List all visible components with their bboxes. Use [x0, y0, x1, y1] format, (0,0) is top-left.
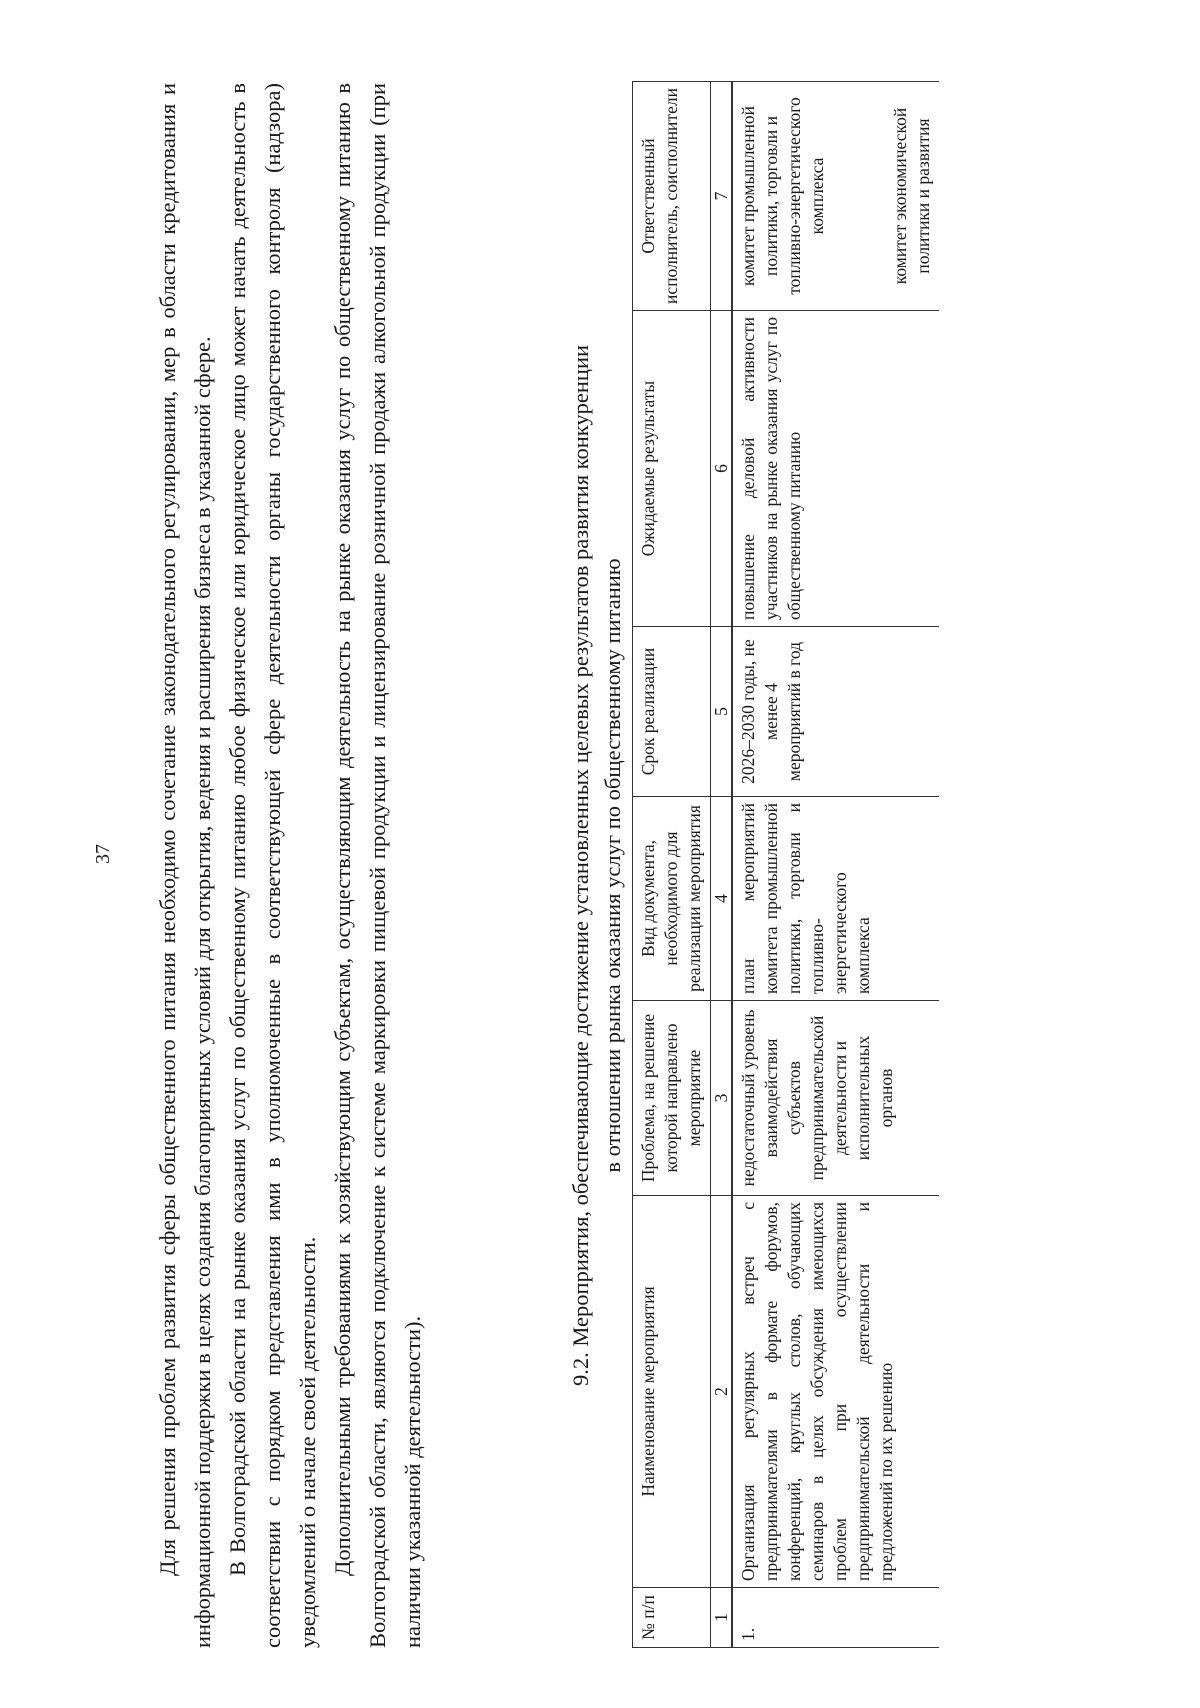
- paragraph: В Волгоградской области на рынке оказания услуг по общественному питанию любое физическое или юридическое лицо может начать деятельность в соответствии с порядком представления ими в уполномоченные в соответствующей сфере деятельности органы государственного контроля (надзора) уведомлений о начале своей деятельности.: [225, 83, 320, 1648]
- section-title-line: 9.2. Мероприятия, обеспечивающие достижение установленных целевых результатов развития конкуренции: [568, 344, 593, 1387]
- body-text: [150, 83, 430, 1648]
- measure-result: повышение деловой активности участников на рынке оказания услуг по общественному питанию: [732, 311, 939, 627]
- header-cell: Наименование мероприятия: [633, 1196, 711, 1588]
- paragraph: Дополнительными требованиями к хозяйствующим субъектам, осуществляющим деятельность на рынке оказания услуг по общественному питанию в Волгоградской области, являются подключение к системе маркировки пищевой продукции и лицензирование розничной продажи алкогольной продукции (при наличии указанной деятельности).: [330, 83, 425, 1648]
- header-cell: Ожидаемые результаты: [633, 311, 711, 627]
- column-number: 6: [711, 311, 733, 627]
- section-title: [565, 83, 629, 1648]
- header-cell: Ответственный исполнитель, соисполнители: [633, 82, 711, 311]
- paragraph: Для решения проблем развития сферы общественного питания необходимо сочетание законодательного регулировании, мер в области кредитования и информационной поддержки в целях создания благоприятных условий для открытия, ведения и расширения бизнеса в указанной сфере.: [155, 83, 215, 1648]
- header-cell: Проблема, на решение которой направлено мероприятие: [633, 1001, 711, 1196]
- column-number: 5: [711, 627, 733, 797]
- page-number: 37: [92, 844, 114, 864]
- measure-problem: недостаточный уровень взаимодействия субъектов предпринимательской деятельности и исполнительных органов: [732, 1001, 939, 1196]
- measure-document: план мероприятий комитета промышленной политики, торговли и топливно-энергетического комплекса: [732, 797, 939, 1001]
- table-row: [732, 82, 939, 1648]
- table-header-row: [633, 82, 711, 1648]
- measure-term: 2026–2030 годы, не менее 4 мероприятий в год: [732, 627, 939, 797]
- executor-gap: [829, 88, 889, 304]
- column-number: 2: [711, 1196, 733, 1588]
- header-cell: № п/п: [633, 1588, 711, 1648]
- column-number: 3: [711, 1001, 733, 1196]
- column-number: 7: [711, 82, 733, 311]
- executor-main: комитет промышленной политики, торговли и топливно-энергетического комплекса: [738, 97, 827, 295]
- measures-table: [632, 81, 939, 1648]
- section-title-line: в отношении рынка оказания услуг по общественному питанию: [600, 558, 625, 1173]
- row-number: 1.: [732, 1588, 939, 1648]
- column-number: 4: [711, 797, 733, 1001]
- column-number: 1: [711, 1588, 733, 1648]
- executor-co: комитет экономической политики и развития: [890, 107, 933, 285]
- measure-executor: [732, 82, 939, 311]
- column-number-row: [711, 82, 733, 1648]
- header-cell: Срок реализации: [633, 627, 711, 797]
- header-cell: Вид документа, необходимого для реализации мероприятия: [633, 797, 711, 1001]
- measure-name: Организация регулярных встреч с предпринимателями в формате форумов, конференций, круглых столов, обучающих семинаров в целях обсуждения имеющихся проблем при осуществлении предпринимательской деятельности и предложений по их решению: [732, 1196, 939, 1588]
